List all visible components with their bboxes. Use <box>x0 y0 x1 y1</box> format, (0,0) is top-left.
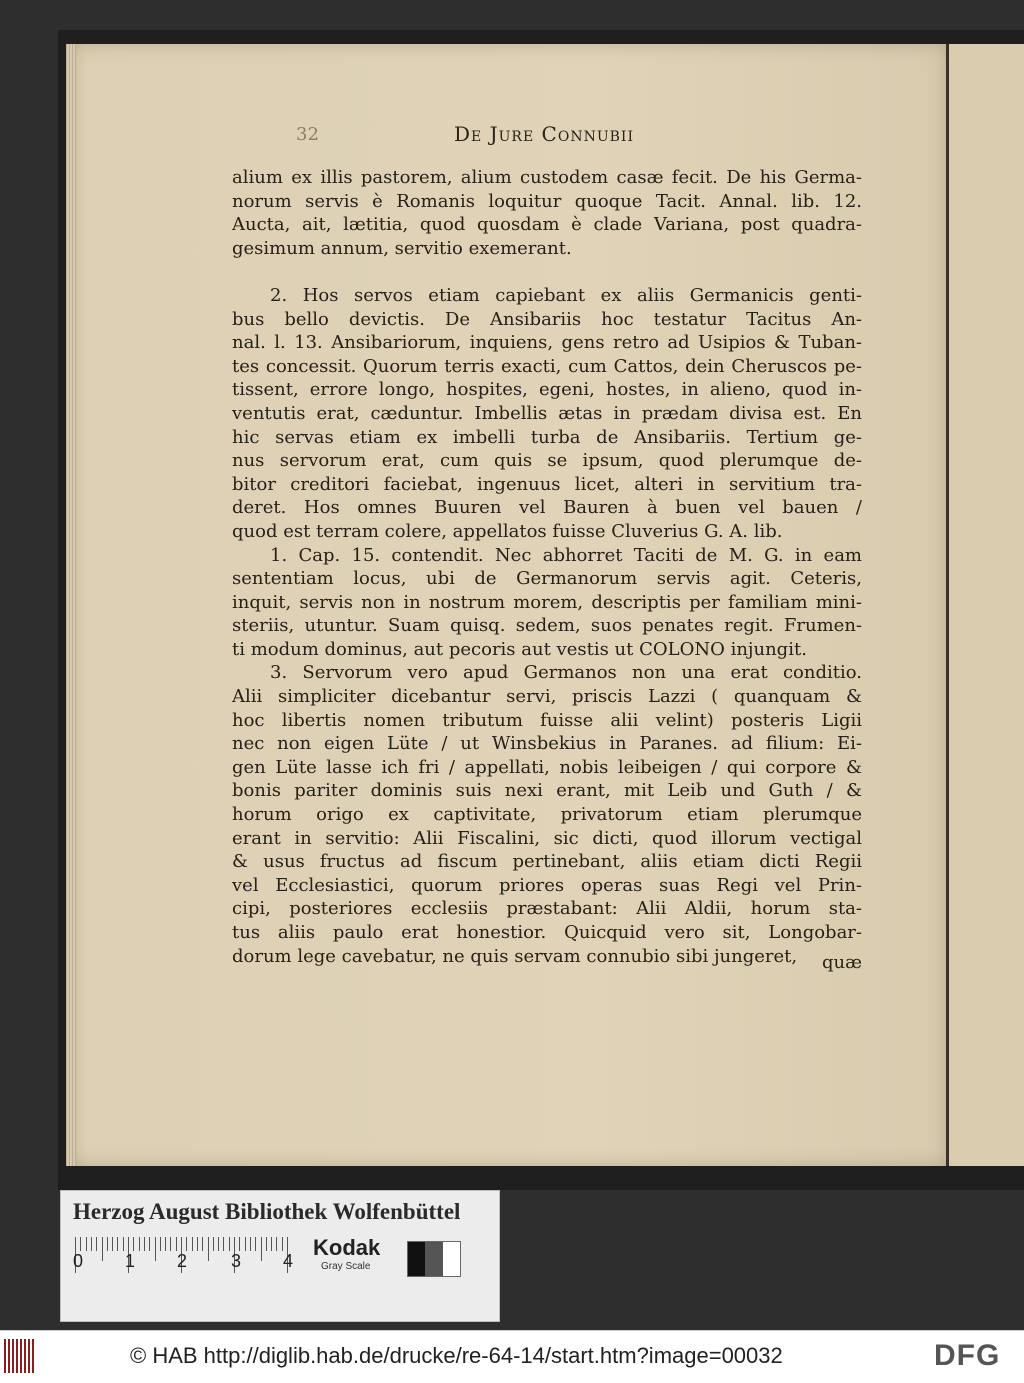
ruler-tick <box>165 1237 166 1251</box>
ruler-tick <box>112 1237 113 1251</box>
scale-ruler <box>75 1237 305 1277</box>
text-line: tissent, errore longo, hospites, egeni, hostes, in alieno, quod in- <box>232 379 862 401</box>
text-line: gen Lüte lasse ich fri / appellati, nobis leibeigen / qui corpore & <box>232 756 862 778</box>
ruler-tick <box>276 1237 277 1251</box>
scale-number: 3 <box>231 1251 242 1271</box>
running-head: De Jure Connubii <box>454 122 634 146</box>
ruler-tick <box>160 1237 161 1251</box>
ruler-tick <box>186 1237 187 1251</box>
scale-number: 2 <box>177 1251 188 1271</box>
scale-number: 4 <box>283 1251 294 1271</box>
ruler-tick <box>218 1237 219 1251</box>
catchword: quæ <box>822 952 863 973</box>
ruler-tick <box>271 1237 272 1251</box>
ruler-tick <box>86 1237 87 1251</box>
gray-scale-label: Gray Scale <box>321 1261 371 1272</box>
text-line: quod est terram colere, appellatos fuisse Cluverius G. A. lib. <box>232 520 783 542</box>
ruler-tick <box>170 1237 171 1251</box>
ruler-tick <box>202 1237 203 1251</box>
text-line: deret. Hos omnes Buuren vel Bauren à buen vel bauen / <box>232 497 862 519</box>
footer-bar <box>0 1330 1024 1383</box>
ruler-tick <box>107 1237 108 1251</box>
text-line: ventutis erat, cæduntur. Imbellis ætas in prædam divisa est. En <box>232 402 862 424</box>
text-line: gesimum annum, servitio exemerant. <box>232 237 572 259</box>
text-line: alium ex illis pastorem, alium custodem casæ fecit. De his Germa- <box>232 167 862 188</box>
ruler-tick <box>117 1237 118 1251</box>
ruler-tick <box>155 1237 156 1261</box>
text-line: sententiam locus, ubi de Germanorum servis agit. Ceteris, <box>232 568 862 590</box>
page-edges <box>66 44 76 1166</box>
text-line: nal. l. 13. Ansibariorum, inquiens, gens retro ad Usipios & Tuban- <box>232 332 862 354</box>
text-line: 3. Servorum vero apud Germanos non una erat conditio. <box>270 662 862 684</box>
text-line: dorum lege cavebatur, ne quis servam connubio sibi jungeret, <box>232 945 798 967</box>
kodak-logo: Kodak <box>313 1235 381 1260</box>
ruler-tick <box>139 1237 140 1251</box>
text-line: Alii simpliciter dicebantur servi, priscis Lazzi ( quanquam & <box>232 686 862 708</box>
ruler-tick <box>123 1237 124 1251</box>
hab-logo-icon <box>4 1339 38 1373</box>
ruler-tick <box>223 1237 224 1251</box>
ruler-tick <box>261 1237 262 1261</box>
text-line: tes concessit. Quorum terris exacti, cum Cattos, dein Cheruscos pe- <box>232 355 862 377</box>
text-line: Aucta, ait, lætitia, quod quosdam è clade Variana, post quadra- <box>232 214 862 236</box>
ruler-tick <box>250 1237 251 1251</box>
next-page-edge <box>946 44 1024 1166</box>
text-line: hoc libertis nomen tributum fuisse alii velint) posteris Ligii <box>232 709 862 731</box>
ruler-tick <box>149 1237 150 1251</box>
text-line: nus servorum erat, cum quis se ipsum, quod plerumque de- <box>232 450 862 472</box>
ruler-tick <box>80 1237 81 1251</box>
text-line: bonis pariter dominis suis nexi erant, mit Leib und Guth / & <box>232 780 862 802</box>
text-line: bus bello devictis. De Ansibariis hoc testatur Tacitus An- <box>232 308 862 330</box>
ruler-tick <box>144 1237 145 1251</box>
text-line: 1. Cap. 15. contendit. Nec abhorret Taciti de M. G. in eam <box>270 544 862 566</box>
ruler-tick <box>208 1237 209 1261</box>
ruler-tick <box>282 1237 283 1251</box>
scale-number: 0 <box>73 1251 84 1271</box>
ruler-tick <box>255 1237 256 1251</box>
scale-number: 1 <box>125 1251 136 1271</box>
ruler-tick <box>197 1237 198 1251</box>
ruler-tick <box>91 1237 92 1251</box>
text-line: bitor creditori faciebat, ingenuus licet, alteri in servitium tra- <box>232 473 862 495</box>
card-title: Herzog August Bibliothek Wolfenbüttel <box>73 1199 461 1224</box>
text-line: horum origo ex captivitate, privatorum etiam plerumque <box>232 804 862 826</box>
page-number: 32 <box>296 124 319 145</box>
ruler-tick <box>102 1237 103 1261</box>
gray-swatch <box>407 1241 461 1277</box>
ruler-tick <box>176 1237 177 1251</box>
ruler-tick <box>192 1237 193 1251</box>
text-line: inquit, servis non in nostrum morem, descriptis per familiam mini- <box>232 591 862 613</box>
text-line: erant in servitio: Alii Fiscalini, sic dicti, quod illorum vectigal <box>232 827 862 849</box>
ruler-tick <box>229 1237 230 1251</box>
page-text <box>232 166 862 968</box>
ruler-tick <box>133 1237 134 1251</box>
text-line: ti modum dominus, aut pecoris aut vestis ut COLONO injungit. <box>232 638 807 660</box>
ruler-tick <box>266 1237 267 1251</box>
text-line: nec non eigen Lüte / ut Winsbekius in Paranes. ad filium: Ei- <box>232 733 862 755</box>
text-line: 2. Hos servos etiam capiebant ex aliis Germanicis genti- <box>270 284 862 306</box>
ruler-tick <box>96 1237 97 1251</box>
text-line: hic servas etiam ex imbelli turba de Ansibariis. Tertium ge- <box>232 426 862 448</box>
text-line: vel Ecclesiastici, quorum priores operas suas Regi vel Prin- <box>232 874 862 896</box>
ruler-tick <box>245 1237 246 1251</box>
text-line: tus aliis paulo erat honestior. Quicquid vero sit, Longobar- <box>232 922 862 943</box>
ruler-tick <box>239 1237 240 1251</box>
copyright-link[interactable]: © HAB http://diglib.hab.de/drucke/re-64-14/start.htm?image=00032 <box>130 1343 783 1368</box>
text-line: & usus fructus ad fiscum pertinebant, aliis etiam dicti Regii <box>232 851 862 873</box>
ruler-tick <box>213 1237 214 1251</box>
text-line <box>232 260 862 284</box>
text-line: steriis, utuntur. Suam quisq. sedem, suos penates regit. Frumen- <box>232 615 862 637</box>
dfg-logo: DFG <box>934 1339 1001 1372</box>
color-reference-card <box>60 1190 500 1322</box>
text-line: norum servis è Romanis loquitur quoque Tacit. Annal. lib. 12. <box>232 190 862 212</box>
text-line: cipi, posteriores ecclesiis præstabant: Alii Aldii, horum sta- <box>232 898 862 920</box>
